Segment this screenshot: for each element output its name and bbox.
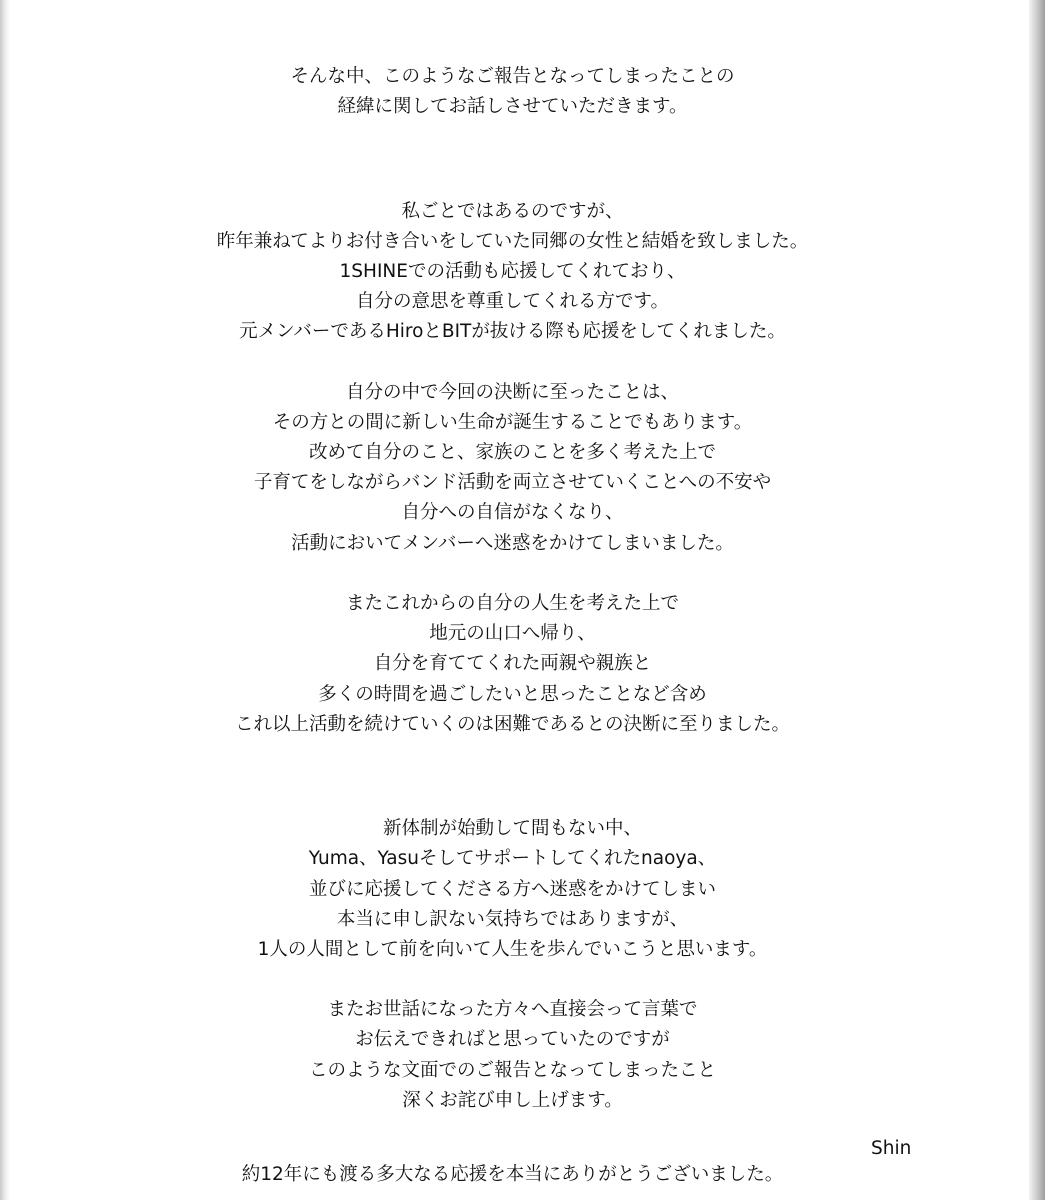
paragraph-gap [0,559,1035,589]
text-line: 地元の山口へ帰り、 [429,623,596,645]
paragraph-gap [0,122,1035,166]
paragraph-gap [0,740,1035,784]
text-line: 私ごとではあるのですが、 [401,200,624,222]
paragraph-gap [0,348,1035,378]
paragraph-gap [0,784,1035,814]
text-line: 活動においてメンバーへ迷惑をかけてしまいました。 [291,532,734,554]
text-line: 1SHINEでの活動も応援してくれており、 [339,260,686,282]
text-line: 経緯に関してお話しさせていただきます。 [337,96,688,118]
text-line: 1人の人間として前を向いて人生を歩んでいこうと思います。 [257,938,768,960]
text-line: 子育てをしながらバンド活動を両立させていくことへの不安や [253,472,772,494]
text-line: これ以上活動を続けていくのは困難であるとの決断に至りました。 [234,713,790,735]
page-right-shadow [1029,0,1045,1200]
text-line: 新体制が始動して間もない中、 [382,818,642,840]
text-line: 元メンバーであるHiroとBITが抜ける際も応援をしてくれました。 [239,321,786,343]
text-line: 自分への自信がなくなり、 [401,502,624,524]
paragraph [0,378,1035,559]
text-line: 自分の中で今回の決断に至ったことは、 [345,381,679,403]
text-line: 約12年にも渡る多大なる応援を本当にありがとうございました。 [241,1164,784,1185]
paragraph [0,1160,1035,1190]
text-line: またこれからの自分の人生を考えた上で [345,593,679,614]
text-line: 本当に申し訳ない気持ちではありますが、 [336,908,689,930]
text-line: 自分を育ててくれた両親や親族と [373,653,652,675]
signature: Shin [871,1138,912,1159]
text-line: 並びに応援してくださる方へ迷惑をかけてしまい [308,878,716,900]
paragraph [0,62,1035,122]
text-line: 多くの時間を過ごしたいと思ったことなど含め [318,683,707,705]
text-line: 昨年兼ねてよりお付き合いをしていた同郷の女性と結婚を致しました。 [216,230,809,252]
text-line: Yuma、Yasuそしてサポートしてくれたnaoya、 [308,848,717,870]
text-line: 深くお詫び申し上げます。 [402,1089,623,1111]
text-line: 改めて自分のこと、家族のことを多く考えた上で [308,442,716,464]
text-line: その方との間に新しい生命が誕生することでもあります。 [272,411,753,433]
letter-body [0,62,1035,1190]
paragraph-gap [0,166,1035,196]
text-line: お伝えできればと思っていたのですが [355,1029,670,1051]
text-line: このような文面でのご報告となってしまったこと [308,1059,716,1081]
paragraph-gap [0,965,1035,995]
paragraph [0,995,1035,1116]
text-line: 自分の意思を尊重してくれる方です。 [355,291,670,313]
paragraph [0,589,1035,740]
text-line: そんな中、このようなご報告となってしまったことの [290,66,735,87]
text-line: またお世話になった方々へ直接会って言葉で [327,999,698,1021]
paragraph [0,197,1035,348]
paragraph [0,814,1035,965]
